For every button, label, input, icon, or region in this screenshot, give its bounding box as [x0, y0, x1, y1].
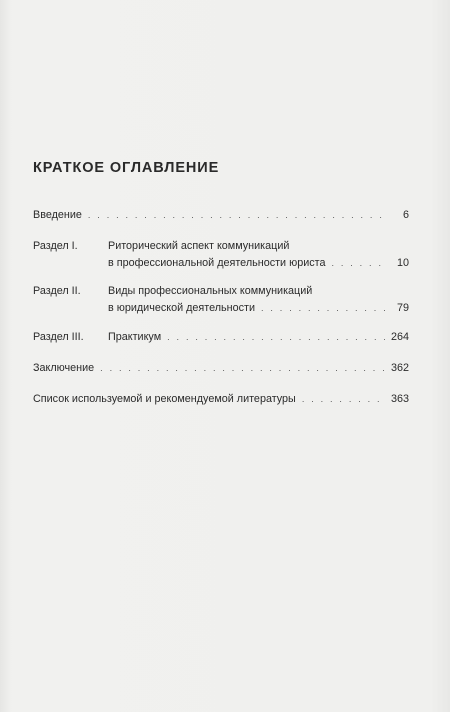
toc-entry-title: Практикум — [108, 331, 162, 343]
toc-entry-title-continued: в профессиональной деятельности юриста — [108, 257, 326, 269]
toc-entry-introduction — [33, 208, 409, 222]
toc-heading: КРАТКОЕ ОГЛАВЛЕНИЕ — [33, 160, 220, 176]
toc-section-label: Раздел III. — [33, 331, 84, 343]
toc-entry-title-continued: в юридической деятельности — [108, 302, 255, 314]
toc-page-number: 6 — [402, 209, 409, 221]
toc-entry-section-3 — [33, 330, 409, 344]
toc-page-number: 79 — [396, 302, 409, 314]
toc-entry-title: Введение — [33, 209, 82, 221]
toc-entry-title: Заключение — [33, 362, 95, 374]
toc-entry-section-1 — [33, 239, 409, 270]
dot-leader — [261, 301, 385, 315]
toc-page-number: 264 — [390, 331, 409, 343]
toc-entry-title: Список используемой и рекомендуемой литературы — [33, 393, 296, 405]
toc-page-number: 363 — [390, 393, 409, 405]
toc-section-label: Раздел I. — [33, 240, 78, 252]
toc-section-label: Раздел II. — [33, 285, 81, 297]
toc-entry-title: Риторический аспект коммуникаций — [108, 240, 290, 252]
dot-leader — [100, 361, 385, 375]
toc-page-number: 10 — [396, 257, 409, 269]
toc-entry-title: Виды профессиональных коммуникаций — [108, 285, 313, 297]
toc-entry-bibliography — [33, 392, 409, 406]
dot-leader — [302, 392, 385, 406]
toc-entry-conclusion — [33, 361, 409, 375]
dot-leader — [88, 208, 385, 222]
dot-leader — [167, 330, 385, 344]
toc-entry-section-2 — [33, 284, 409, 315]
dot-leader — [331, 256, 385, 270]
toc-page-number: 362 — [390, 362, 409, 374]
